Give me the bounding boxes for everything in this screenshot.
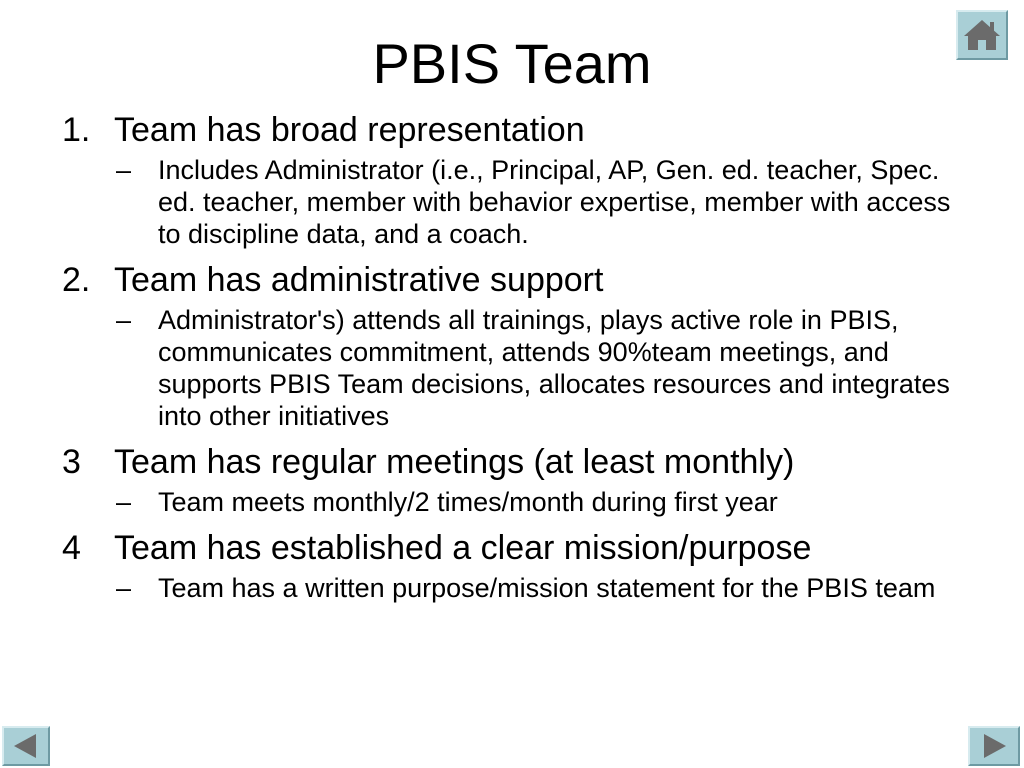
sub-item-4 bbox=[114, 572, 972, 604]
sub-item-1 bbox=[114, 154, 972, 250]
sub-dash: – bbox=[116, 155, 132, 185]
previous-slide-button[interactable] bbox=[2, 726, 50, 766]
sub-dash: – bbox=[116, 573, 132, 603]
sub-text: Administrator's) attends all trainings, plays active role in PBIS, communicates commitment, attends 90%team meetings, and supports PBIS Team decisions, allocates resources and integrates into other initiatives bbox=[158, 305, 950, 431]
item-number: 2. bbox=[62, 261, 91, 299]
arrow-right-icon bbox=[970, 728, 1018, 764]
item-text: Team has established a clear mission/purpose bbox=[114, 529, 812, 567]
item-text: Team has broad representation bbox=[114, 111, 585, 149]
item-number: 1. bbox=[62, 111, 91, 149]
bullet-list bbox=[62, 110, 972, 604]
item-number: 3 bbox=[62, 443, 81, 481]
sub-text: Includes Administrator (i.e., Principal, AP, Gen. ed. teacher, Spec. ed. teacher, member with behavior expertise, member with access to discipline data, and a coach. bbox=[158, 155, 951, 249]
sub-text: Team meets monthly/2 times/month during first year bbox=[158, 487, 778, 517]
arrow-left-icon bbox=[4, 728, 48, 764]
sub-item-3 bbox=[114, 486, 972, 518]
item-text: Team has administrative support bbox=[114, 261, 604, 299]
list-item-3 bbox=[62, 442, 972, 482]
next-slide-button[interactable] bbox=[968, 726, 1020, 766]
list-item-4 bbox=[62, 528, 972, 568]
home-button[interactable] bbox=[956, 10, 1008, 60]
item-text: Team has regular meetings (at least monthly) bbox=[114, 443, 795, 481]
sub-dash: – bbox=[116, 487, 132, 517]
sub-item-2 bbox=[114, 304, 972, 432]
home-icon bbox=[958, 12, 1006, 58]
slide-title: PBIS Team bbox=[372, 32, 652, 95]
list-item-1 bbox=[62, 110, 972, 150]
list-item-2 bbox=[62, 260, 972, 300]
sub-text: Team has a written purpose/mission statement for the PBIS team bbox=[158, 573, 936, 603]
item-number: 4 bbox=[62, 529, 81, 567]
sub-dash: – bbox=[116, 305, 132, 335]
